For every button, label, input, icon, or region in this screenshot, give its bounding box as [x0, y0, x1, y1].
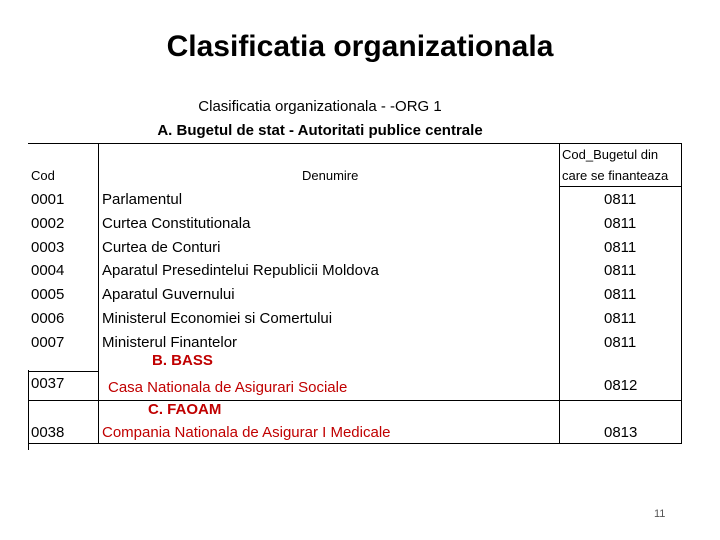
header-cod: Cod: [31, 168, 55, 183]
table-row-cod: 0005: [31, 286, 65, 303]
row-separator-c: [28, 400, 682, 401]
table-row-denumire: Casa Nationala de Asigurari Sociale: [108, 379, 348, 396]
page-number: 11: [654, 508, 666, 520]
table-row-cod: 0001: [31, 191, 65, 208]
table-row-denumire: Curtea Constitutionala: [102, 215, 251, 232]
table-row-denumire: Ministerul Economiei si Comertului: [102, 310, 333, 327]
table-row-buget: 0811: [604, 286, 637, 303]
table-top-border: [28, 143, 682, 144]
section-a-heading: A. Bugetul de stat - Autoritati publice centrale: [157, 122, 483, 139]
table-row-cod: 0002: [31, 215, 65, 232]
table-row-cod: 0007: [31, 334, 65, 351]
table-row-cod: 0006: [31, 310, 65, 327]
table-left-border-stub: [28, 370, 29, 450]
table-row-denumire: Aparatul Guvernului: [102, 286, 235, 303]
table-row-buget: 0811: [604, 239, 637, 256]
header-cod-buget-line2: care se finanteaza: [562, 168, 669, 183]
table-subtitle: Clasificatia organizationala - -ORG 1: [198, 98, 442, 115]
table-row-buget: 0811: [604, 215, 637, 232]
table-row-denumire: Aparatul Presedintelui Republicii Moldova: [102, 262, 379, 279]
table-row-denumire: Parlamentul: [102, 191, 183, 208]
table-row-buget: 0811: [604, 334, 637, 351]
table-row-cod: 0003: [31, 239, 65, 256]
column-divider-2: [559, 143, 560, 443]
table-row-denumire: Curtea de Conturi: [102, 239, 221, 256]
table-row-buget: 0811: [604, 191, 637, 208]
column-divider-1: [98, 143, 99, 443]
table-row-denumire: Compania Nationala de Asigurar I Medicale: [102, 424, 391, 441]
table-row-denumire: Ministerul Finantelor: [102, 334, 238, 351]
header-bottom-border: [559, 186, 681, 187]
table-row-buget: 0813: [604, 424, 638, 441]
table-row-buget: 0811: [604, 262, 637, 279]
table-row-cod: 0037: [31, 375, 65, 392]
table-row-cod: 0004: [31, 262, 65, 279]
section-c-heading: C. FAOAM: [148, 401, 222, 418]
page-title: Clasificatia organizationala: [166, 30, 554, 63]
table-right-border: [681, 143, 682, 443]
table-row-buget: 0811: [604, 310, 637, 327]
header-denumire: Denumire: [302, 168, 359, 183]
table-row-cod: 0038: [31, 424, 65, 441]
table-row-buget: 0812: [604, 377, 638, 394]
header-cod-buget-line1: Cod_Bugetul din: [562, 147, 659, 162]
section-b-heading: B. BASS: [152, 352, 213, 369]
